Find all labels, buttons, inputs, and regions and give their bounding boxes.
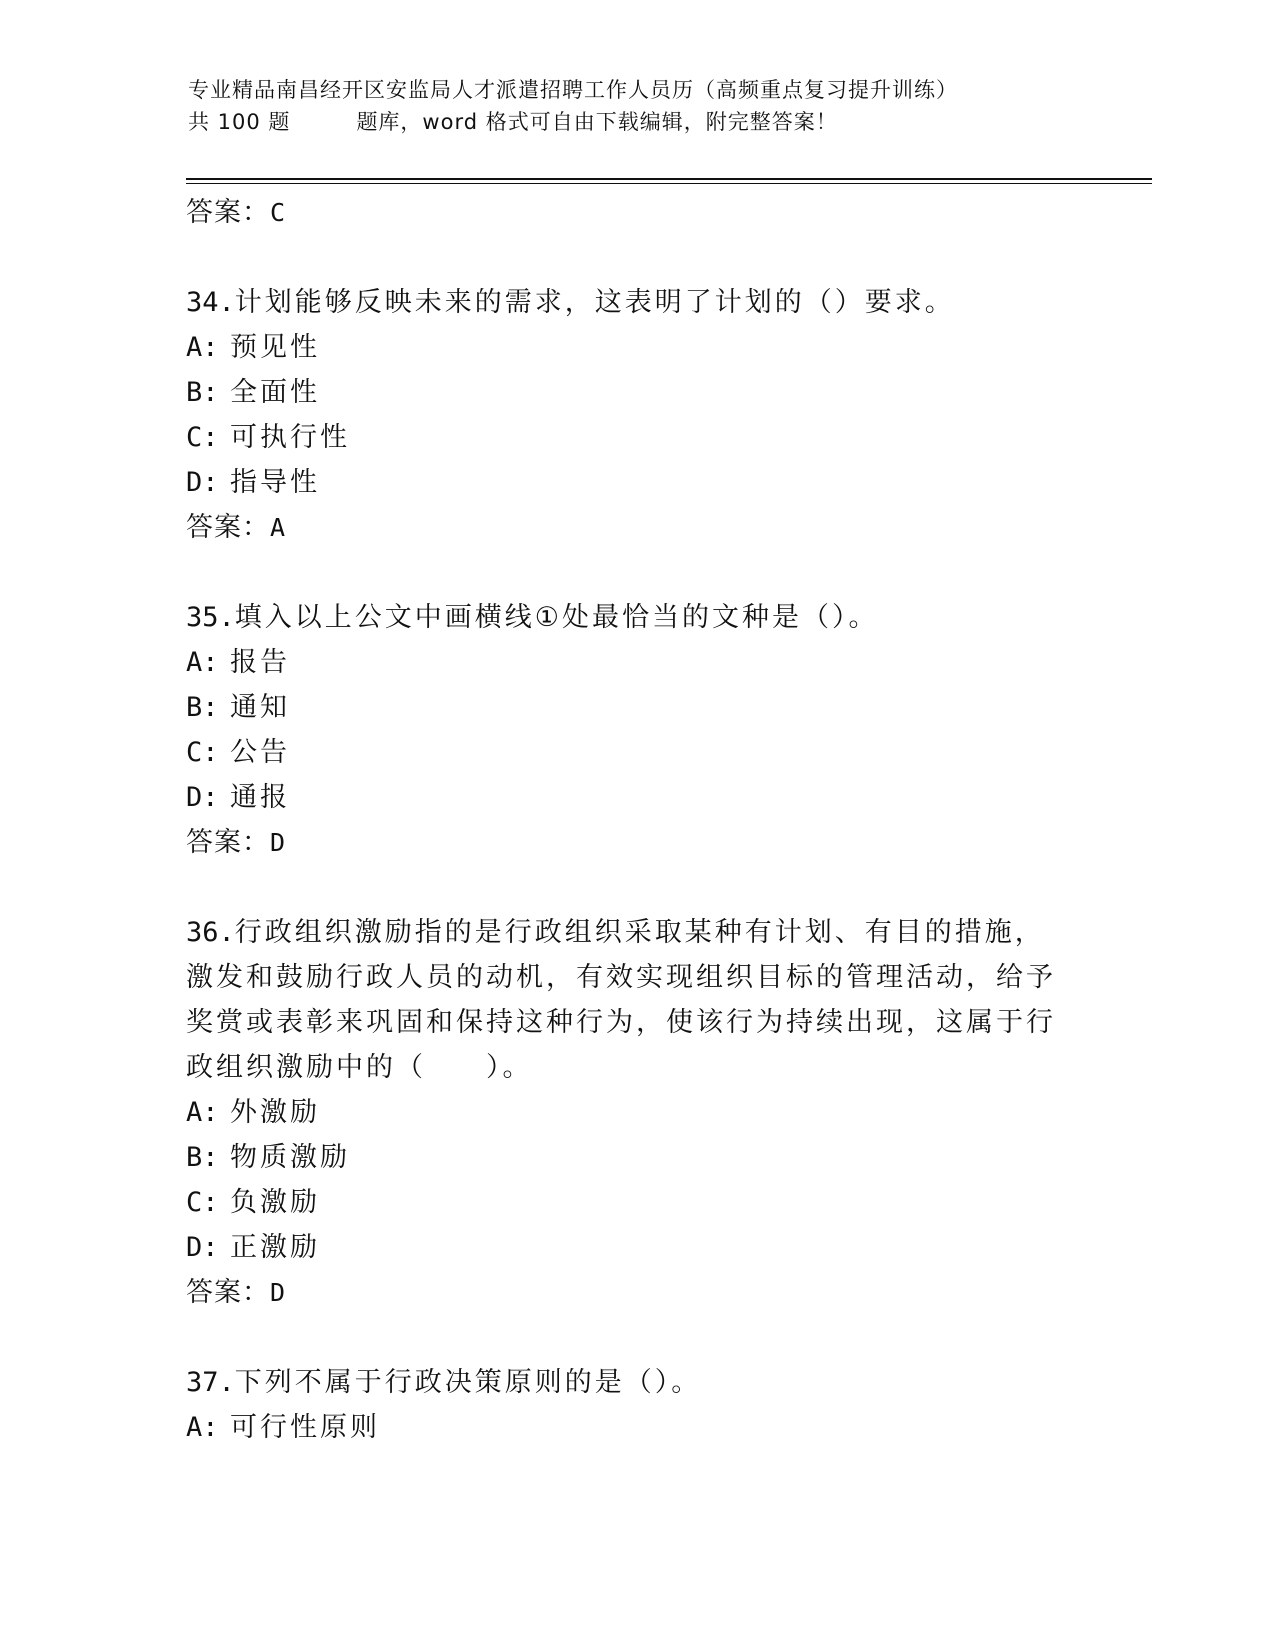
option-c (186, 1180, 1086, 1225)
option-text: 全面性 (230, 377, 320, 408)
option-a (186, 325, 1086, 370)
option-letter: A: (186, 1097, 219, 1128)
question-text (186, 910, 1066, 1090)
answer-line (186, 1270, 1086, 1316)
option-a (186, 1090, 1086, 1135)
option-b (186, 685, 1086, 730)
answer-label: 答案： (186, 827, 270, 858)
option-letter: B: (186, 377, 219, 408)
option-letter: A: (186, 332, 219, 363)
option-b (186, 370, 1086, 415)
header-divider-thin (186, 183, 1152, 184)
option-letter: D: (186, 467, 219, 498)
question-37 (186, 1360, 1086, 1450)
question-stem: 下列不属于行政决策原则的是（）。 (234, 1367, 702, 1398)
option-text: 报告 (230, 647, 290, 678)
option-text: 通报 (230, 782, 290, 813)
question-number: 34. (186, 287, 235, 318)
option-d (186, 1225, 1086, 1270)
answer-line (186, 820, 1086, 866)
answer-line (186, 505, 1086, 551)
option-letter: C: (186, 1187, 219, 1218)
option-a (186, 1405, 1086, 1450)
header-subtitle (188, 106, 1088, 138)
option-c (186, 730, 1086, 775)
question-stem: 计划能够反映未来的需求，这表明了计划的（）要求。 (234, 287, 955, 318)
answer-label: 答案： (186, 197, 270, 228)
question-stem: 行政组织激励指的是行政组织采取某种有计划、有目的措施，激发和鼓励行政人员的动机，有效实现组织目标的管理活动，给予奖赏或表彰来巩固和保持这种行为，使该行为持续出现，这属于行政组织激励中的（ ）。 (186, 917, 1056, 1083)
option-letter: C: (186, 737, 219, 768)
option-letter: D: (186, 1232, 219, 1263)
answer-value: D (270, 828, 287, 857)
answer-label: 答案： (186, 1277, 270, 1308)
question-text (186, 595, 1066, 640)
header-description: 题库，word 格式可自由下载编辑，附完整答案！ (356, 110, 838, 134)
header-divider-thick (186, 178, 1152, 180)
answer-label: 答案： (186, 512, 270, 543)
option-letter: A: (186, 647, 219, 678)
option-text: 外激励 (230, 1097, 320, 1128)
option-text: 预见性 (230, 332, 320, 363)
option-letter: B: (186, 1142, 219, 1173)
option-c (186, 415, 1086, 460)
answer-value: A (270, 513, 287, 542)
answer-value: C (270, 198, 287, 227)
option-d (186, 460, 1086, 505)
option-letter: A: (186, 1412, 219, 1443)
question-number: 35. (186, 602, 235, 633)
question-number: 37. (186, 1367, 235, 1398)
question-34 (186, 280, 1086, 551)
question-list (186, 190, 1086, 1450)
answer-value: D (270, 1278, 287, 1307)
option-b (186, 1135, 1086, 1180)
question-number: 36. (186, 917, 235, 948)
document-header (188, 74, 1088, 138)
question-text (186, 1360, 1066, 1405)
header-question-count: 共 100 题 (188, 110, 291, 134)
option-a (186, 640, 1086, 685)
question-36 (186, 910, 1086, 1316)
option-text: 公告 (230, 737, 290, 768)
option-text: 正激励 (230, 1232, 320, 1263)
option-letter: C: (186, 422, 219, 453)
option-text: 可行性原则 (230, 1412, 380, 1443)
header-title: 专业精品南昌经开区安监局人才派遣招聘工作人员历（高频重点复习提升训练） (188, 78, 958, 102)
option-text: 指导性 (230, 467, 320, 498)
option-letter: B: (186, 692, 219, 723)
option-letter: D: (186, 782, 219, 813)
option-text: 负激励 (230, 1187, 320, 1218)
option-text: 物质激励 (230, 1142, 350, 1173)
question-stem: 填入以上公文中画横线①处最恰当的文种是（）。 (234, 602, 879, 633)
answer-line (186, 190, 1086, 236)
question-35 (186, 595, 1086, 866)
question-text (186, 280, 1066, 325)
option-text: 通知 (230, 692, 290, 723)
option-text: 可执行性 (230, 422, 350, 453)
option-d (186, 775, 1086, 820)
